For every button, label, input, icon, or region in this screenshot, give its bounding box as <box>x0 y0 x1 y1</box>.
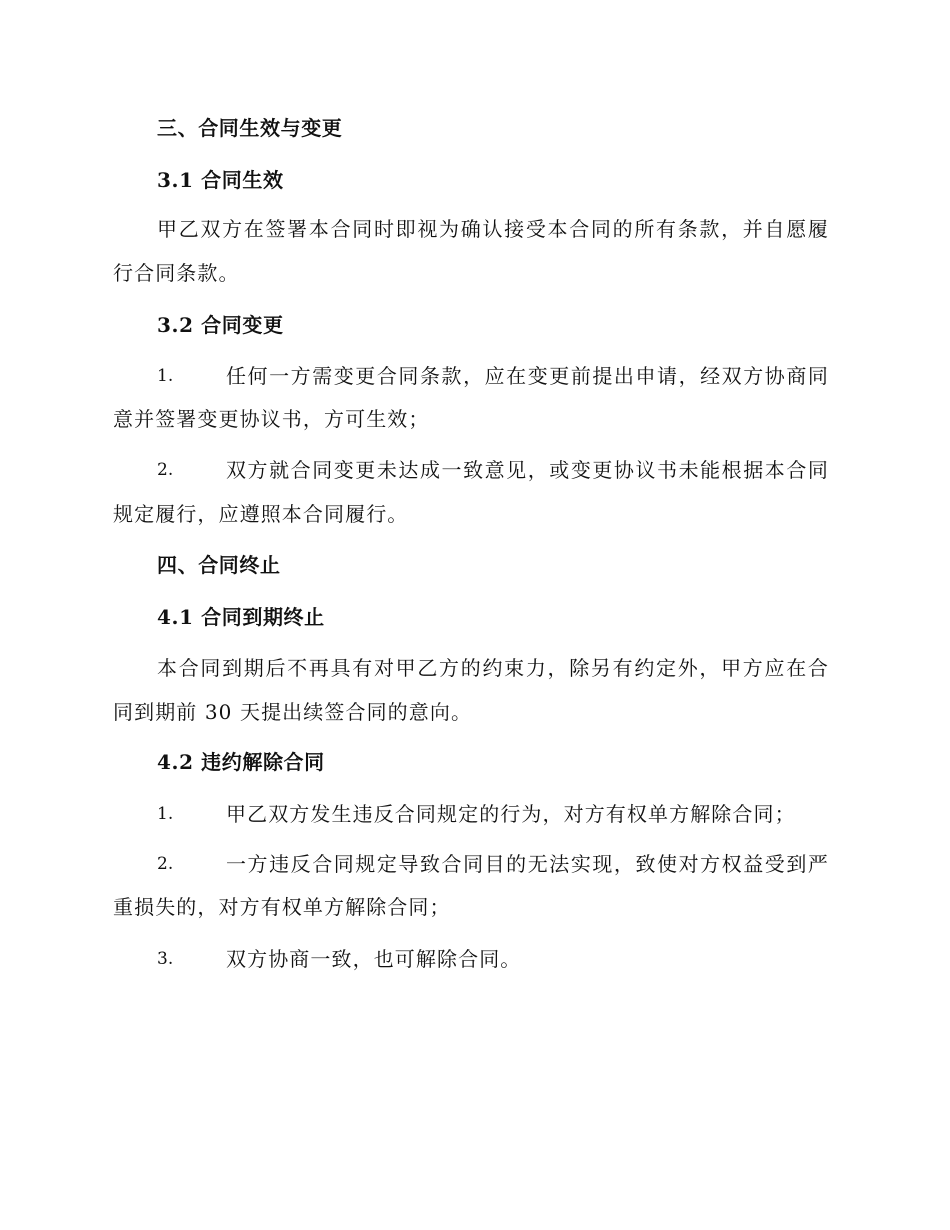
subsection-3-2-title: 3.2 合同变更 <box>157 313 284 337</box>
list-item-3-2-1-line-2: 意并签署变更协议书，方可生效； <box>113 407 430 431</box>
list-item-4-2-3-line-1: 双方协商一致，也可解除合同。 <box>226 947 522 971</box>
list-item-number: 1. <box>157 804 174 824</box>
paragraph-3-1-line-1: 甲乙双方在签署本合同时即视为确认接受本合同的所有条款，并自愿履 <box>157 217 829 241</box>
list-item-4-2-2-line-2: 重损失的，对方有权单方解除合同； <box>113 895 451 919</box>
subsection-4-2-title: 4.2 违约解除合同 <box>157 750 325 774</box>
list-item-number: 2. <box>157 460 174 480</box>
subsection-3-1-title: 3.1 合同生效 <box>157 168 284 192</box>
list-item-4-2-2-line-1: 一方违反合同规定导致合同目的无法实现，致使对方权益受到严 <box>226 852 829 876</box>
list-item-number: 2. <box>157 854 174 874</box>
paragraph-4-1-line-1: 本合同到期后不再具有对甲乙方的约束力，除另有约定外，甲方应在合 <box>157 656 829 680</box>
section-3-title: 三、合同生效与变更 <box>157 116 343 140</box>
section-4-title: 四、合同终止 <box>157 553 281 577</box>
paragraph-3-1-line-2: 行合同条款。 <box>113 261 240 285</box>
list-item-number: 1. <box>157 366 174 386</box>
list-item-4-2-1-line-1: 甲乙双方发生违反合同规定的行为，对方有权单方解除合同； <box>226 802 796 826</box>
list-item-3-2-2-line-2: 规定履行，应遵照本合同履行。 <box>113 502 409 526</box>
paragraph-4-1-line-2: 同到期前 30 天提出续签合同的意向。 <box>113 700 473 724</box>
list-item-number: 3. <box>157 949 174 969</box>
list-item-3-2-1-line-1: 任何一方需变更合同条款，应在变更前提出申请，经双方协商同 <box>226 364 829 388</box>
subsection-4-1-title: 4.1 合同到期终止 <box>157 605 325 629</box>
list-item-3-2-2-line-1: 双方就合同变更未达成一致意见，或变更协议书未能根据本合同 <box>226 458 829 482</box>
